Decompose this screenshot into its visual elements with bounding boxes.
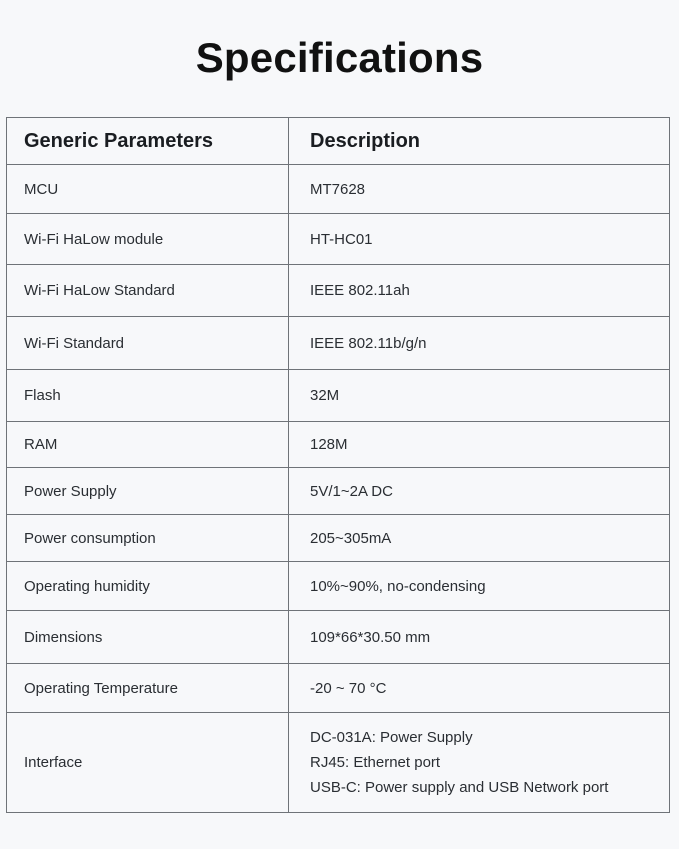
interface-line: USB-C: Power supply and USB Network port	[310, 779, 609, 796]
param-cell: Wi-Fi HaLow module	[7, 214, 289, 265]
table-row	[7, 422, 670, 468]
param-cell: Operating Temperature	[7, 664, 289, 713]
table-row	[7, 562, 670, 611]
value-cell: 128M	[289, 422, 670, 468]
table-row	[7, 713, 670, 813]
interface-line: RJ45: Ethernet port	[310, 754, 441, 771]
table-row	[7, 370, 670, 422]
param-cell: Power Supply	[7, 468, 289, 515]
value-cell: 5V/1~2A DC	[289, 468, 670, 515]
param-cell: MCU	[7, 165, 289, 214]
param-cell: Dimensions	[7, 611, 289, 664]
param-cell: Wi-Fi Standard	[7, 317, 289, 370]
table-row	[7, 611, 670, 664]
param-cell: Wi-Fi HaLow Standard	[7, 265, 289, 317]
value-cell: -20 ~ 70 °C	[289, 664, 670, 713]
table-header-row	[7, 118, 670, 165]
table-row	[7, 317, 670, 370]
header-generic-parameters: Generic Parameters	[7, 118, 289, 165]
value-cell: 32M	[289, 370, 670, 422]
interface-line: DC-031A: Power Supply	[310, 729, 473, 746]
page-title: Specifications	[195, 34, 484, 81]
table-row	[7, 165, 670, 214]
param-cell: Operating humidity	[7, 562, 289, 611]
param-cell: RAM	[7, 422, 289, 468]
value-cell: IEEE 802.11b/g/n	[289, 317, 670, 370]
table-row	[7, 515, 670, 562]
param-cell: Power consumption	[7, 515, 289, 562]
value-cell: IEEE 802.11ah	[289, 265, 670, 317]
param-cell: Interface	[7, 713, 289, 813]
table-row	[7, 214, 670, 265]
table-row	[7, 664, 670, 713]
value-cell: 10%~90%, no-condensing	[289, 562, 670, 611]
table-row	[7, 468, 670, 515]
header-description: Description	[289, 118, 670, 165]
table-row	[7, 265, 670, 317]
param-cell: Flash	[7, 370, 289, 422]
specifications-table	[6, 117, 670, 813]
value-cell-multiline	[289, 713, 670, 813]
value-cell: 205~305mA	[289, 515, 670, 562]
value-cell: HT-HC01	[289, 214, 670, 265]
value-cell: MT7628	[289, 165, 670, 214]
value-cell: 109*66*30.50 mm	[289, 611, 670, 664]
